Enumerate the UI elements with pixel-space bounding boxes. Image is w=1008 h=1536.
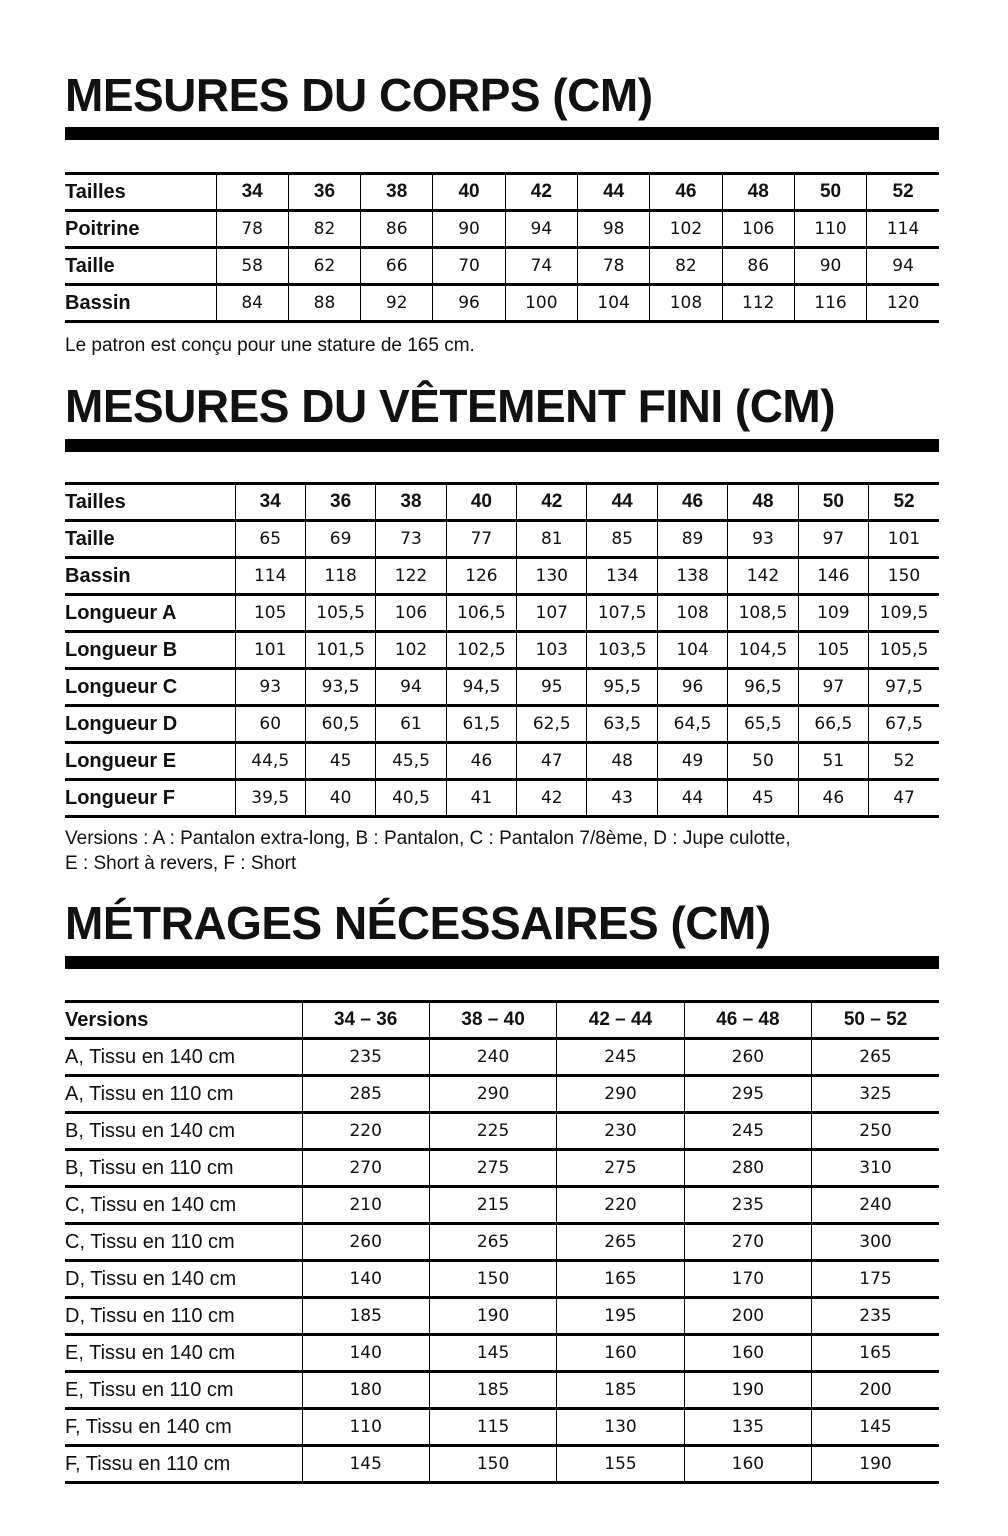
value-cell: 86 [722,248,794,285]
value-cell: 134 [587,558,657,595]
value-cell: 73 [376,521,446,558]
table-row [65,706,939,743]
value-cell: 175 [812,1261,939,1298]
table-row [65,1039,939,1076]
value-cell: 185 [302,1298,429,1335]
value-cell: 290 [429,1076,556,1113]
header-label: Tailles [65,484,235,521]
value-cell: 190 [429,1298,556,1335]
value-cell: 138 [657,558,727,595]
value-cell: 295 [684,1076,811,1113]
table-row [65,521,939,558]
value-cell: 235 [684,1187,811,1224]
body-measurements-note: Le patron est conçu pour une stature de 165 cm. [65,335,475,356]
value-cell: 50 [728,743,798,780]
table-row [65,1446,939,1483]
row-label: B, Tissu en 110 cm [65,1150,302,1187]
value-cell: 78 [216,211,288,248]
table-row [65,558,939,595]
value-cell: 275 [429,1150,556,1187]
table-row [65,780,939,817]
value-cell: 142 [728,558,798,595]
value-cell: 107,5 [587,595,657,632]
value-cell: 106 [722,211,794,248]
row-label: Longueur E [65,743,235,780]
value-cell: 51 [798,743,868,780]
size-header-cell: 42 [517,484,587,521]
value-cell: 245 [684,1113,811,1150]
table-row [65,1372,939,1409]
value-cell: 52 [869,743,939,780]
value-cell: 265 [557,1224,684,1261]
size-header-cell: 42 [505,174,577,211]
value-cell: 97,5 [869,669,939,706]
table-row [65,1150,939,1187]
value-cell: 77 [446,521,516,558]
value-cell: 66 [361,248,433,285]
size-header-cell: 44 [577,174,649,211]
value-cell: 260 [302,1224,429,1261]
value-cell: 45 [728,780,798,817]
value-cell: 140 [302,1261,429,1298]
value-cell: 185 [557,1372,684,1409]
size-header-cell: 52 [867,174,939,211]
value-cell: 49 [657,743,727,780]
value-cell: 97 [798,521,868,558]
value-cell: 265 [429,1224,556,1261]
value-cell: 63,5 [587,706,657,743]
row-label: E, Tissu en 110 cm [65,1372,302,1409]
value-cell: 105 [235,595,305,632]
value-cell: 40 [305,780,375,817]
table-row [65,595,939,632]
value-cell: 94 [867,248,939,285]
value-cell: 104,5 [728,632,798,669]
value-cell: 265 [812,1039,939,1076]
value-cell: 94,5 [446,669,516,706]
row-label: Longueur B [65,632,235,669]
value-cell: 105,5 [869,632,939,669]
value-cell: 94 [376,669,446,706]
versions-note-line2: E : Short à revers, F : Short [65,853,297,874]
value-cell: 275 [557,1150,684,1187]
table-row [65,211,939,248]
value-cell: 93 [235,669,305,706]
size-header-cell: 40 [433,174,505,211]
row-label: Taille [65,521,235,558]
size-header-cell: 48 [722,174,794,211]
value-cell: 43 [587,780,657,817]
value-cell: 93,5 [305,669,375,706]
value-cell: 135 [684,1409,811,1446]
body-measurements-title: MESURES DU CORPS (CM) [65,69,653,121]
value-cell: 58 [216,248,288,285]
section-divider [65,439,939,452]
row-label: B, Tissu en 140 cm [65,1113,302,1150]
value-cell: 47 [869,780,939,817]
table-row [65,1187,939,1224]
value-cell: 101 [869,521,939,558]
row-label: Longueur C [65,669,235,706]
value-cell: 46 [446,743,516,780]
value-cell: 210 [302,1187,429,1224]
value-cell: 126 [446,558,516,595]
value-cell: 120 [867,285,939,322]
value-cell: 150 [429,1446,556,1483]
value-cell: 109,5 [869,595,939,632]
value-cell: 84 [216,285,288,322]
value-cell: 310 [812,1150,939,1187]
value-cell: 220 [302,1113,429,1150]
value-cell: 240 [812,1187,939,1224]
value-cell: 105,5 [305,595,375,632]
size-header-cell: 50 – 52 [812,1002,939,1039]
size-header-cell: 46 – 48 [684,1002,811,1039]
value-cell: 200 [684,1298,811,1335]
value-cell: 46 [798,780,868,817]
value-cell: 104 [657,632,727,669]
value-cell: 180 [302,1372,429,1409]
finished-measurements-table [65,482,939,818]
versions-note [65,826,939,876]
value-cell: 93 [728,521,798,558]
size-header-cell: 38 – 40 [429,1002,556,1039]
value-cell: 285 [302,1076,429,1113]
value-cell: 270 [302,1150,429,1187]
value-cell: 130 [517,558,587,595]
value-cell: 100 [505,285,577,322]
value-cell: 47 [517,743,587,780]
row-label: A, Tissu en 110 cm [65,1076,302,1113]
value-cell: 106 [376,595,446,632]
value-cell: 74 [505,248,577,285]
value-cell: 270 [684,1224,811,1261]
value-cell: 44 [657,780,727,817]
value-cell: 118 [305,558,375,595]
table-row [65,1409,939,1446]
fabric-requirements-title: MÉTRAGES NÉCESSAIRES (CM) [65,897,771,949]
table-header-row [65,484,939,521]
value-cell: 160 [684,1335,811,1372]
value-cell: 60 [235,706,305,743]
value-cell: 170 [684,1261,811,1298]
body-measurements-table [65,172,939,323]
header-label: Versions [65,1002,302,1039]
value-cell: 155 [557,1446,684,1483]
value-cell: 325 [812,1076,939,1113]
value-cell: 96 [657,669,727,706]
value-cell: 190 [684,1372,811,1409]
value-cell: 90 [794,248,866,285]
value-cell: 220 [557,1187,684,1224]
value-cell: 105 [798,632,868,669]
value-cell: 95 [517,669,587,706]
value-cell: 108 [657,595,727,632]
value-cell: 62,5 [517,706,587,743]
value-cell: 101 [235,632,305,669]
value-cell: 103,5 [587,632,657,669]
value-cell: 150 [869,558,939,595]
value-cell: 235 [302,1039,429,1076]
row-label: Poitrine [65,211,216,248]
row-label: Bassin [65,285,216,322]
value-cell: 112 [722,285,794,322]
value-cell: 130 [557,1409,684,1446]
value-cell: 240 [429,1039,556,1076]
value-cell: 160 [557,1335,684,1372]
value-cell: 200 [812,1372,939,1409]
value-cell: 103 [517,632,587,669]
value-cell: 102 [376,632,446,669]
value-cell: 150 [429,1261,556,1298]
size-header-cell: 50 [798,484,868,521]
versions-note-line1: Versions : A : Pantalon extra-long, B : Pantalon, C : Pantalon 7/8ème, D : Jupe culotte, [65,828,791,849]
value-cell: 104 [577,285,649,322]
value-cell: 260 [684,1039,811,1076]
value-cell: 96,5 [728,669,798,706]
value-cell: 60,5 [305,706,375,743]
value-cell: 69 [305,521,375,558]
value-cell: 85 [587,521,657,558]
value-cell: 110 [302,1409,429,1446]
value-cell: 145 [302,1446,429,1483]
table-row [65,248,939,285]
value-cell: 108 [650,285,722,322]
section-divider [65,127,939,140]
fabric-requirements-table [65,1000,939,1484]
value-cell: 235 [812,1298,939,1335]
size-header-cell: 36 [288,174,360,211]
value-cell: 65 [235,521,305,558]
header-label: Tailles [65,174,216,211]
row-label: F, Tissu en 110 cm [65,1446,302,1483]
value-cell: 110 [794,211,866,248]
value-cell: 106,5 [446,595,516,632]
value-cell: 114 [235,558,305,595]
value-cell: 280 [684,1150,811,1187]
table-row [65,1298,939,1335]
value-cell: 67,5 [869,706,939,743]
value-cell: 64,5 [657,706,727,743]
value-cell: 230 [557,1113,684,1150]
value-cell: 90 [433,211,505,248]
size-header-cell: 46 [657,484,727,521]
value-cell: 92 [361,285,433,322]
value-cell: 61,5 [446,706,516,743]
value-cell: 290 [557,1076,684,1113]
value-cell: 102 [650,211,722,248]
table-header-row [65,1002,939,1039]
value-cell: 95,5 [587,669,657,706]
row-label: Longueur F [65,780,235,817]
table-row [65,1261,939,1298]
size-header-cell: 52 [869,484,939,521]
table-row [65,743,939,780]
value-cell: 195 [557,1298,684,1335]
value-cell: 41 [446,780,516,817]
size-header-cell: 38 [361,174,433,211]
size-header-cell: 34 [235,484,305,521]
value-cell: 94 [505,211,577,248]
size-header-cell: 44 [587,484,657,521]
value-cell: 102,5 [446,632,516,669]
value-cell: 40,5 [376,780,446,817]
table-row [65,632,939,669]
value-cell: 62 [288,248,360,285]
value-cell: 39,5 [235,780,305,817]
row-label: C, Tissu en 110 cm [65,1224,302,1261]
value-cell: 122 [376,558,446,595]
section-divider [65,956,939,969]
value-cell: 70 [433,248,505,285]
value-cell: 89 [657,521,727,558]
value-cell: 66,5 [798,706,868,743]
value-cell: 116 [794,285,866,322]
value-cell: 114 [867,211,939,248]
value-cell: 101,5 [305,632,375,669]
value-cell: 81 [517,521,587,558]
row-label: Longueur D [65,706,235,743]
size-header-cell: 38 [376,484,446,521]
size-header-cell: 42 – 44 [557,1002,684,1039]
value-cell: 98 [577,211,649,248]
finished-measurements-title: MESURES DU VÊTEMENT FINI (CM) [65,380,836,432]
table-row [65,1224,939,1261]
value-cell: 108,5 [728,595,798,632]
row-label: Taille [65,248,216,285]
table-row [65,669,939,706]
table-header-row [65,174,939,211]
row-label: D, Tissu en 110 cm [65,1298,302,1335]
size-header-cell: 36 [305,484,375,521]
row-label: E, Tissu en 140 cm [65,1335,302,1372]
row-label: D, Tissu en 140 cm [65,1261,302,1298]
table-row [65,1113,939,1150]
value-cell: 250 [812,1113,939,1150]
value-cell: 107 [517,595,587,632]
row-label: Bassin [65,558,235,595]
value-cell: 300 [812,1224,939,1261]
value-cell: 146 [798,558,868,595]
value-cell: 65,5 [728,706,798,743]
value-cell: 45,5 [376,743,446,780]
value-cell: 88 [288,285,360,322]
size-header-cell: 48 [728,484,798,521]
value-cell: 45 [305,743,375,780]
size-header-cell: 34 [216,174,288,211]
row-label: F, Tissu en 140 cm [65,1409,302,1446]
row-label: C, Tissu en 140 cm [65,1187,302,1224]
row-label: A, Tissu en 140 cm [65,1039,302,1076]
table-row [65,1076,939,1113]
value-cell: 97 [798,669,868,706]
size-header-cell: 34 – 36 [302,1002,429,1039]
value-cell: 190 [812,1446,939,1483]
value-cell: 82 [288,211,360,248]
value-cell: 145 [812,1409,939,1446]
value-cell: 225 [429,1113,556,1150]
value-cell: 86 [361,211,433,248]
value-cell: 48 [587,743,657,780]
value-cell: 42 [517,780,587,817]
value-cell: 165 [557,1261,684,1298]
value-cell: 160 [684,1446,811,1483]
value-cell: 185 [429,1372,556,1409]
value-cell: 61 [376,706,446,743]
value-cell: 44,5 [235,743,305,780]
value-cell: 82 [650,248,722,285]
value-cell: 115 [429,1409,556,1446]
value-cell: 165 [812,1335,939,1372]
value-cell: 215 [429,1187,556,1224]
size-header-cell: 40 [446,484,516,521]
size-header-cell: 46 [650,174,722,211]
value-cell: 140 [302,1335,429,1372]
value-cell: 145 [429,1335,556,1372]
table-row [65,1335,939,1372]
value-cell: 78 [577,248,649,285]
value-cell: 96 [433,285,505,322]
value-cell: 109 [798,595,868,632]
table-row [65,285,939,322]
value-cell: 245 [557,1039,684,1076]
size-header-cell: 50 [794,174,866,211]
row-label: Longueur A [65,595,235,632]
